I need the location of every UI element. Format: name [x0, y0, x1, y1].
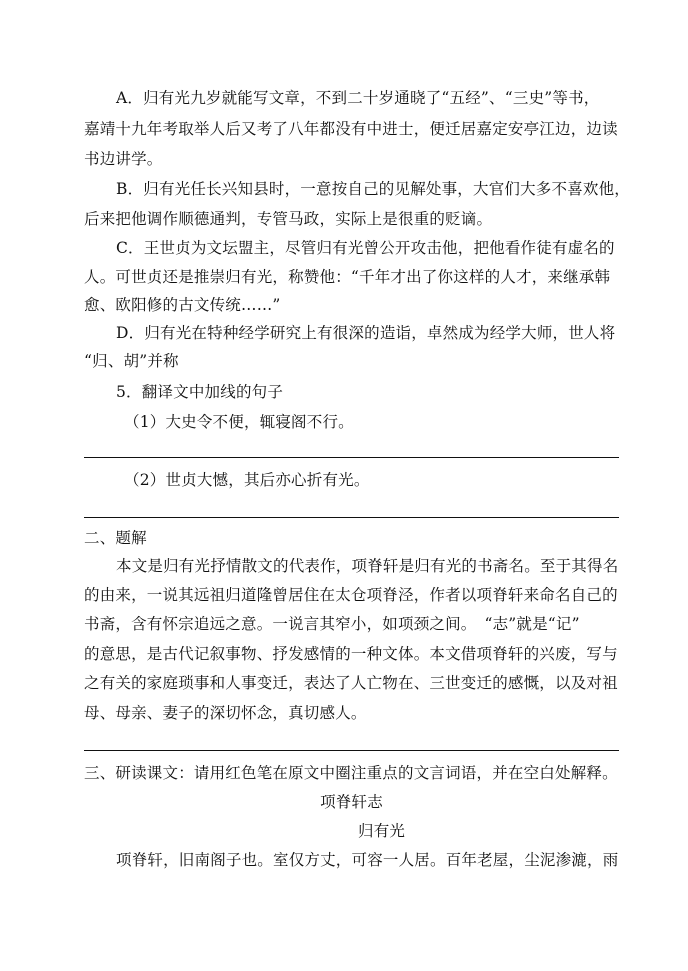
question-5-item-1: （1）大史令不便，辄寝阁不行。 [124, 413, 354, 431]
option-a-line-3: 书边讲学。 [84, 150, 163, 168]
section-2-line-1: 本文是归有光抒情散文的代表作，项脊轩是归有光的书斋名。至于其得名 [116, 557, 619, 575]
answer-line-1 [84, 457, 619, 458]
section-2-line-6: 母、母亲、妻子的深切怀念，真切感人。 [84, 704, 367, 722]
option-a-line-2: 嘉靖十九年考取举人后又考了八年都没有中进士，便迁居嘉定安亭江边，边读 [84, 120, 618, 138]
text-title: 项脊轩志 [320, 793, 383, 811]
answer-line-3 [84, 750, 619, 751]
option-a-line-1: A．归有光九岁就能写文章，不到二十岁通晓了“五经”、“三史”等书， [116, 89, 600, 107]
text-first-line: 项脊轩，旧南阁子也。室仅方丈，可容一人居。百年老屋，尘泥渗漉，雨 [116, 851, 619, 869]
section-2-heading: 二、题解 [84, 529, 147, 547]
option-c-line-3: 愈、欧阳修的古文传统……” [84, 296, 281, 314]
section-2-line-4: 的意思，是古代记叙事物、抒发感情的一种文体。本文借项脊轩的兴废，写与 [84, 645, 618, 663]
option-c-line-2: 人。可世贞还是推崇归有光，称赞他：“千年才出了你这样的人才，来继承韩 [84, 268, 611, 286]
answer-line-2 [84, 517, 619, 518]
section-2-line-3: 书斋，含有怀宗追远之意。一说言其窄小，如项颈之间。 “志”就是“记” [84, 615, 580, 633]
option-c-line-1: C．王世贞为文坛盟主，尽管归有光曾公开攻击他，把他看作徒有虚名的 [116, 239, 615, 257]
section-2-line-5: 之有关的家庭琐事和人事变迁，表达了人亡物在、三世变迁的感慨，以及对祖 [84, 674, 618, 692]
question-5-item-2: （2）世贞大憾，其后亦心折有光。 [124, 471, 370, 489]
option-d-line-2: “归、胡”并称 [84, 352, 179, 370]
option-d-line-1: D．归有光在特种经学研究上有很深的造诣，卓然成为经学大师，世人将 [116, 324, 616, 342]
option-b-line-1: B．归有光任长兴知县时，一意按自己的见解处事，大官们大多不喜欢他， [116, 180, 630, 198]
section-3-heading: 三、研读课文：请用红色笔在原文中圈注重点的文言词语，并在空白处解释。 [84, 764, 618, 782]
text-author: 归有光 [358, 822, 406, 840]
section-2-line-2: 的由来，一说其远祖归道隆曾居住在太仓项脊泾，作者以项脊轩来命名自己的 [84, 586, 618, 604]
option-b-line-2: 后来把他调作顺德通判，专管马政，实际上是很重的贬谪。 [84, 210, 493, 228]
question-5-title: 5．翻译文中加线的句子 [116, 383, 284, 401]
